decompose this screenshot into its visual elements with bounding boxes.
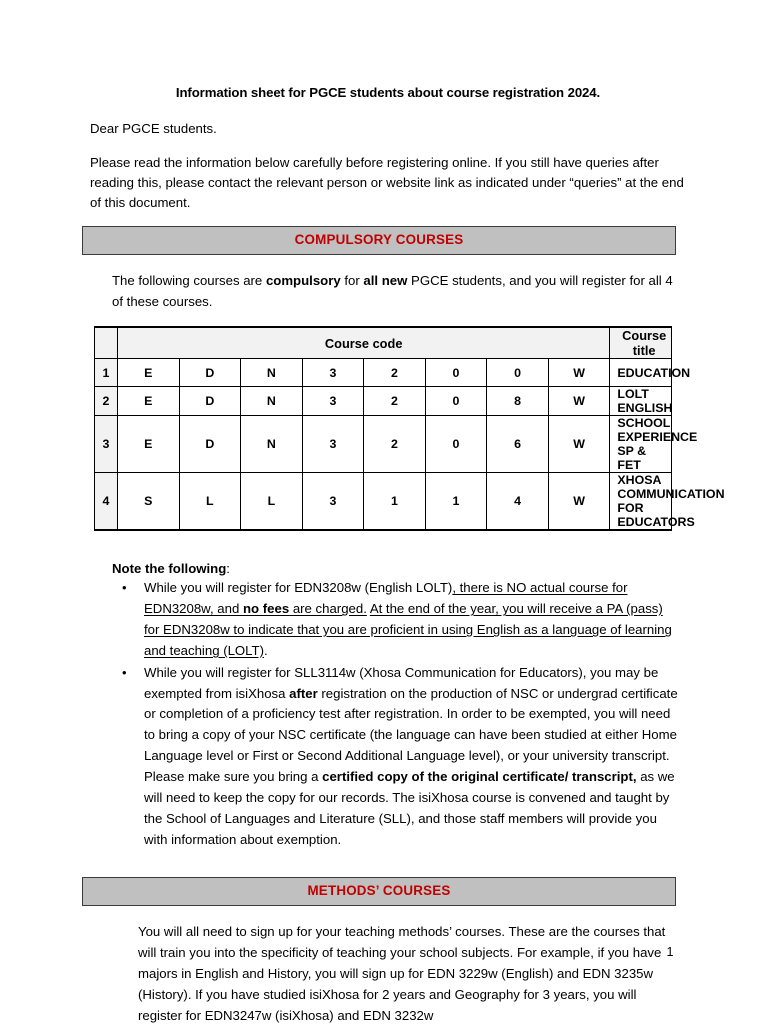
bullet2-seg5: as we will need to keep the copy for our records. The isiXhosa course is convened and taught by the School of Languages and Literature (SLL), and those staff members will provide you with information about exemption. [144, 769, 675, 847]
code-char: W [548, 387, 610, 416]
note-heading-bold: Note the following [112, 561, 227, 577]
code-char: N [241, 359, 303, 387]
code-char: 1 [425, 473, 487, 531]
compulsory-intro-bold2: all new [363, 273, 408, 289]
table-header-number [95, 327, 118, 359]
intro-paragraph: Please read the information below carefully before registering online. If you still have queries after reading this, please contact the relevant person or website link as indicated under “queries” at the end of this document. [90, 155, 684, 211]
row-number: 3 [95, 416, 118, 473]
table-row [95, 387, 672, 416]
bullet1-seg7: . [263, 642, 268, 658]
code-char: 3 [302, 387, 364, 416]
compulsory-courses-table [94, 326, 725, 531]
course-title-cell: XHOSA COMMUNICATION FOR EDUCATORS [610, 473, 672, 531]
course-title-cell: LOLT ENGLISH [610, 387, 672, 416]
code-char: E [118, 359, 180, 387]
section-banner-methods [82, 877, 676, 906]
spacer [90, 851, 686, 873]
row-number: 2 [95, 387, 118, 416]
list-item [144, 578, 686, 661]
code-char: E [118, 416, 180, 473]
bullet2-seg3: registration on the production of NSC or undergrad certificate or completion of a proficiency test after registration. In order to be exempted, you will need to bring a copy of your NSC certificate (the language can have been studied at either Home Language level or First or Second Additional Language level), or your university transcript. Please make sure you bring a [144, 685, 678, 785]
bullet2-seg2: after [289, 685, 318, 701]
methods-paragraph: You will all need to sign up for your teaching methods’ courses. These are the courses that will train you into the specificity of teaching your school subjects. For example, if you have majors in English and History, you will sign up for EDN 3229w (English) and EDN 3235w (History). If you have studied isiXhosa for 2 years and Geography for 3 years, you will register for EDN3247w (isiXhosa) and EDN 3232w [138, 924, 666, 1023]
table-row [95, 416, 672, 473]
table-body [95, 359, 725, 531]
code-char: D [179, 359, 241, 387]
page-title: Information sheet for PGCE students about course registration 2024. [175, 85, 601, 100]
section-banner-methods-label: METHODS’ COURSES [307, 883, 451, 899]
code-char: L [179, 473, 241, 531]
code-char: E [118, 387, 180, 416]
code-char: 1 [364, 473, 426, 531]
code-char: 0 [425, 416, 487, 473]
table-row [95, 473, 672, 531]
document-content [90, 84, 725, 1027]
code-char: 4 [487, 473, 549, 531]
code-char: N [241, 416, 303, 473]
course-title-cell: SCHOOL EXPERIENCE SP & FET [610, 416, 672, 473]
code-char: 0 [425, 359, 487, 387]
code-char: 3 [302, 416, 364, 473]
code-char: 0 [425, 387, 487, 416]
compulsory-intro-bold1: compulsory [265, 273, 341, 289]
code-char: N [241, 387, 303, 416]
bullet1-seg2: , there is NO actual course for EDN3208w, and [144, 580, 628, 617]
list-item [144, 663, 686, 851]
compulsory-intro-paragraph [90, 271, 686, 312]
table-header-row [95, 327, 672, 359]
code-char: W [548, 359, 610, 387]
table-header-course-code: Course code [118, 327, 610, 359]
bullet1-seg1: While you will register for EDN3208w (English LOLT) [144, 580, 453, 596]
bullet2-seg4: certified copy of the original certificate/ transcript, [322, 769, 637, 785]
code-char: W [548, 416, 610, 473]
code-char: 8 [487, 387, 549, 416]
compulsory-intro-part1: The following courses are [112, 273, 266, 289]
row-number: 4 [95, 473, 118, 531]
code-char: S [118, 473, 180, 531]
section-banner-compulsory-label: COMPULSORY COURSES [294, 232, 464, 248]
code-char: 0 [487, 359, 549, 387]
table-header-course-title: Course title [610, 327, 672, 359]
note-bullet-list [90, 578, 686, 850]
page-number: 1 [666, 945, 674, 959]
bullet1-seg4: are charged. [289, 601, 367, 617]
code-char: 2 [364, 416, 426, 473]
code-char: D [179, 387, 241, 416]
code-char: 2 [364, 359, 426, 387]
code-char: 6 [487, 416, 549, 473]
bullet1-seg6: At the end of the year, you will receive a PA (pass) for EDN3208w to indicate that you are proficient in using English as a language of learning and teaching (LOLT) [144, 601, 672, 658]
section-banner-compulsory [82, 226, 676, 255]
note-heading-colon: : [226, 561, 230, 577]
code-char: D [179, 416, 241, 473]
bullet2-seg1: While you will register for SLL3114w (Xhosa Communication for Educators), you may be exempted from isiXhosa [144, 664, 659, 701]
salutation-text: Dear PGCE students. [90, 121, 217, 137]
code-char: 3 [302, 473, 364, 531]
table-row [95, 359, 672, 387]
code-char: L [241, 473, 303, 531]
bullet1-seg3: no fees [242, 601, 290, 617]
row-number: 1 [95, 359, 118, 387]
code-char: 3 [302, 359, 364, 387]
course-title-cell: EDUCATION [610, 359, 672, 387]
code-char: W [548, 473, 610, 531]
compulsory-intro-part2: for [340, 273, 364, 289]
compulsory-intro-part3: PGCE students, and you will register for all 4 of these courses. [112, 273, 673, 309]
note-heading [90, 561, 686, 576]
code-char: 2 [364, 387, 426, 416]
spacer [90, 531, 686, 561]
